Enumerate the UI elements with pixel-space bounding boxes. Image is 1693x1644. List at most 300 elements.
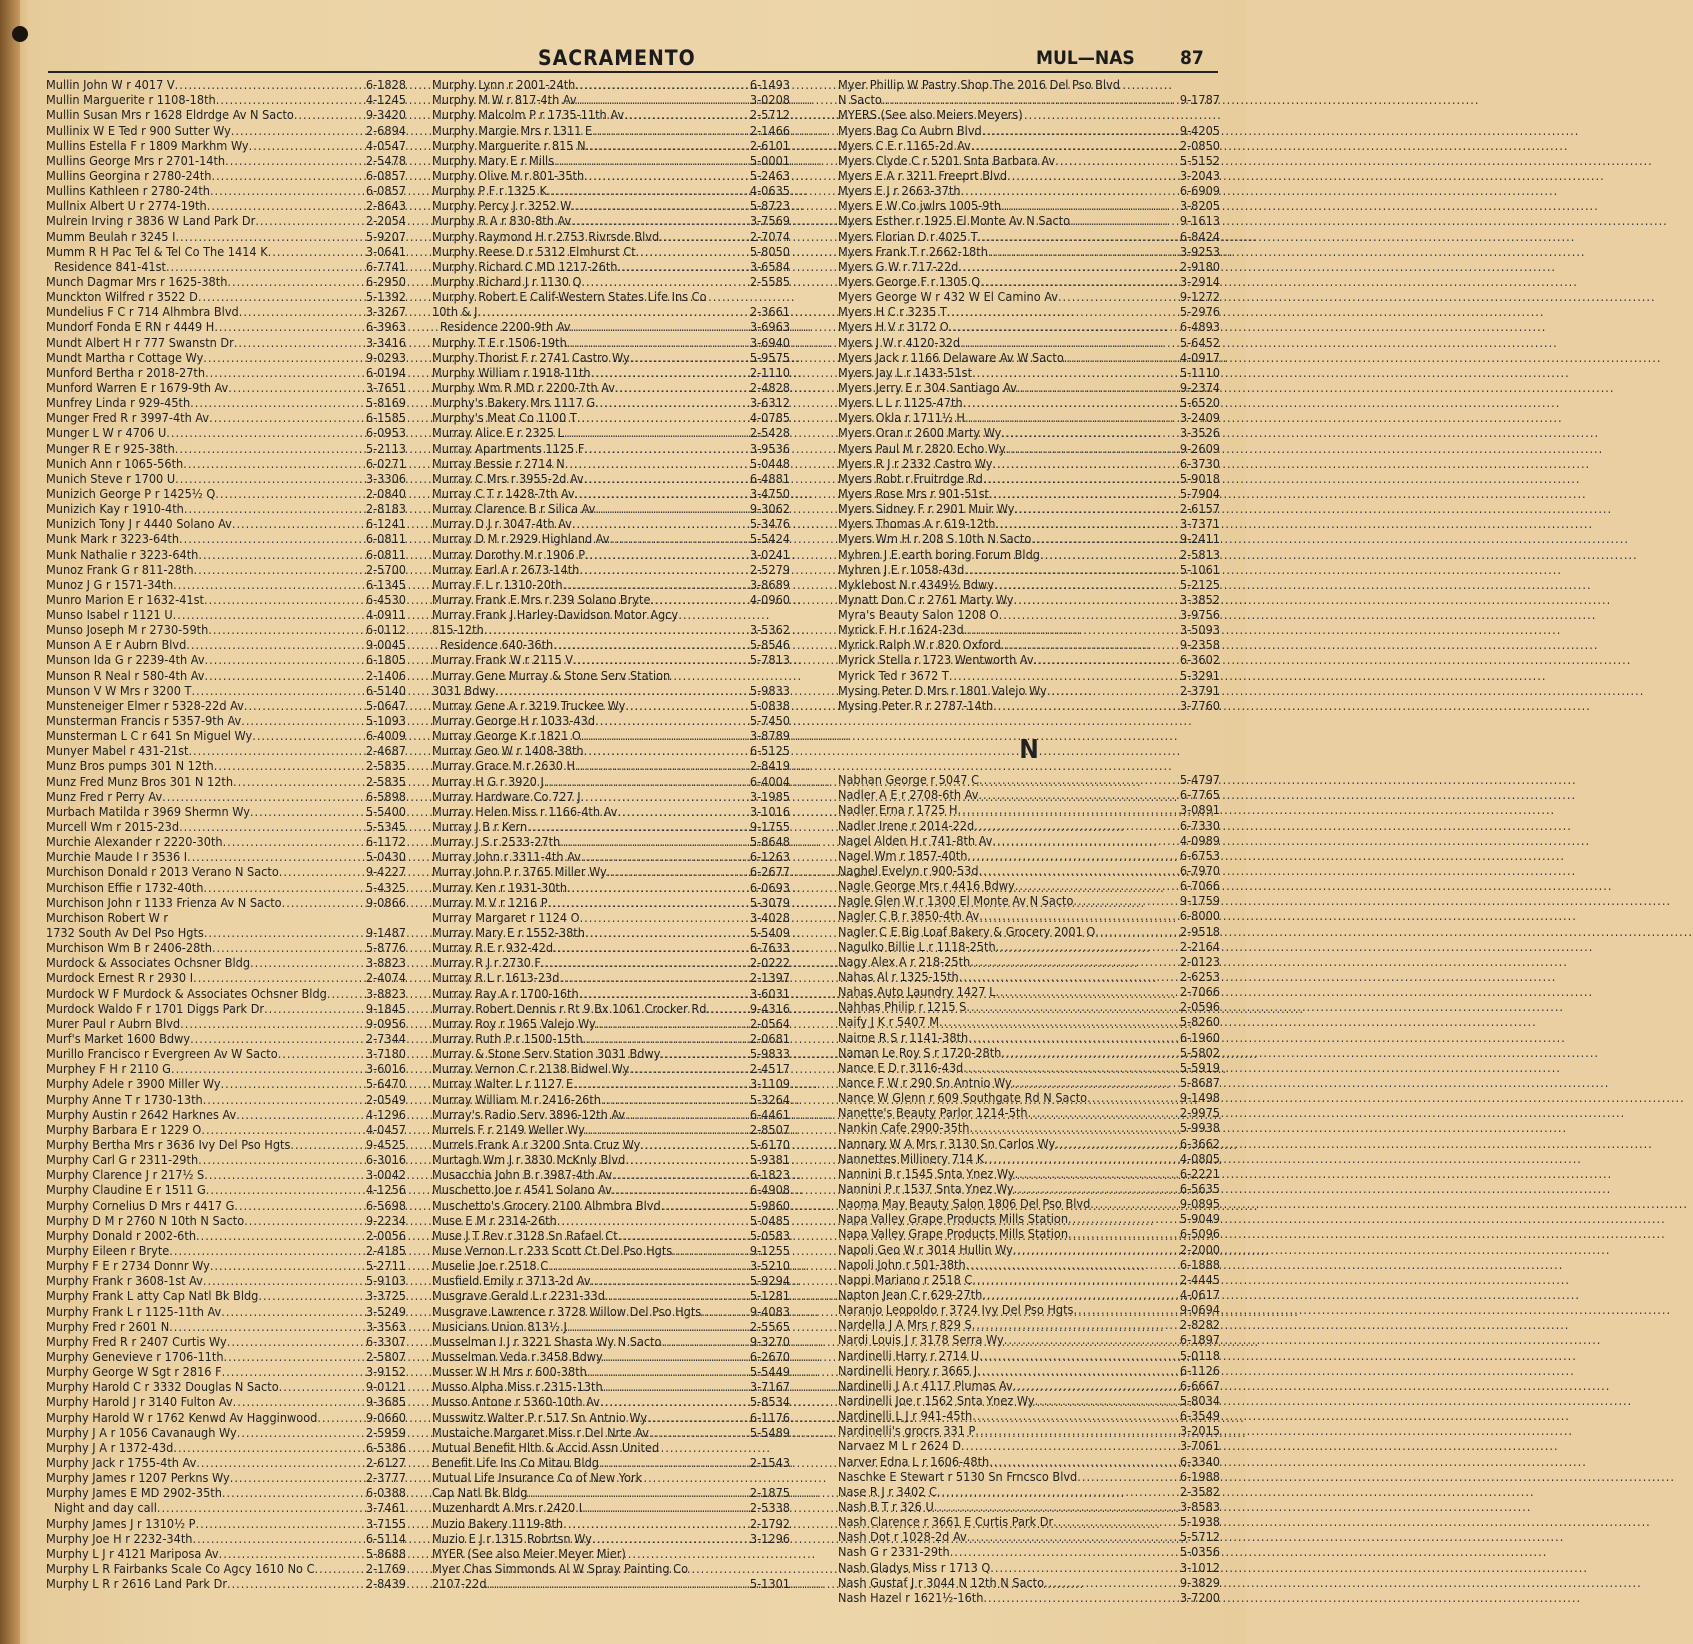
dot-leader <box>1006 441 1179 456</box>
listing-phone-number: 6-4881 <box>749 470 790 486</box>
dot-leader <box>210 183 365 198</box>
dot-leader <box>1004 1332 1179 1347</box>
listing-entry <box>46 546 406 561</box>
listing-entry <box>838 1060 1220 1075</box>
listing-name-address: Night and day call <box>54 1500 157 1516</box>
listing-name-address: Napton Jean C r 629-27th <box>838 1286 983 1302</box>
listing-phone-number: 5-0448 <box>749 455 790 471</box>
listing-name-address: Nance F W r 290 Sn Antnio Wy <box>838 1075 1012 1090</box>
dot-leader <box>974 818 1179 833</box>
listing-phone-number: 2-4687 <box>365 743 406 759</box>
listing-name-address: Muselie Joe r 2518 C <box>432 1258 549 1274</box>
dot-leader <box>618 1228 749 1243</box>
listing-name-address: Muzio E J r 1315 Robrtsn Wy <box>432 1530 592 1546</box>
listing-name-address: Musselman Veda r 3458 Bdwy <box>432 1348 603 1364</box>
listing-entry <box>46 531 406 546</box>
dot-leader <box>967 848 1179 863</box>
listing-phone-number: 2-1406 <box>365 667 406 683</box>
listing-entry <box>46 410 406 425</box>
listing-phone-number: 9-4316 <box>749 1000 790 1016</box>
dot-leader <box>994 577 1179 592</box>
listing-name-address: Munch Dagmar Mrs r 1625-38th <box>46 273 228 289</box>
listing-phone-number: 3-7155 <box>365 1515 406 1531</box>
dot-leader <box>610 531 749 546</box>
dot-leader <box>617 804 749 819</box>
section-spacer <box>838 713 1220 728</box>
listing-phone-number: 6-7970 <box>1179 863 1220 879</box>
listing-entry <box>46 1076 406 1091</box>
listing-entry <box>432 1152 790 1167</box>
listing-entry <box>838 122 1220 137</box>
dot-leader <box>999 607 1179 622</box>
listing-name-address: Muzio Bakery 1119-8th <box>432 1515 564 1531</box>
listing-phone-number: 6-3307 <box>365 1333 406 1349</box>
listing-name-address: Munsteneiger Elmer r 5328-22d Av <box>46 697 244 713</box>
dot-leader <box>563 1516 749 1531</box>
listing-name-address: Mutual Life Insurance Co of New York <box>432 1470 643 1486</box>
dot-leader <box>230 1470 365 1485</box>
listing-phone-number: 6-5096 <box>1179 1226 1220 1242</box>
listing-name-address: Munizich Kay r 1910-4th <box>46 501 184 517</box>
listing-name-address: Myers C E r 1165-2d Av <box>838 137 971 153</box>
listing-entry <box>432 985 790 1000</box>
dot-leader <box>1001 198 1179 213</box>
listing-name-address: N Sacto <box>838 92 882 108</box>
listing-entry <box>838 274 1220 289</box>
listing-name-address: Myers Clyde C r 5201 Snta Barbara Av <box>838 152 1056 168</box>
listing-name-address: Munson A E r Aubrn Blvd <box>46 637 187 653</box>
listing-phone-number: 9-4205 <box>1179 122 1220 138</box>
dot-leader <box>294 107 365 122</box>
listing-name-address: Myers Jay L r 1433-51st <box>838 364 973 380</box>
dot-leader <box>1035 1393 1179 1408</box>
dot-leader <box>600 1394 749 1409</box>
listing-name-address: Murphy J A r 1372-43d <box>46 1439 174 1455</box>
listing-entry <box>838 954 1220 969</box>
listing-name-address: Nannary W A Mrs r 3130 Sn Carlos Wy <box>838 1135 1056 1151</box>
listing-name-address: Nardi Louis J r 3178 Serra Wy <box>838 1332 1004 1348</box>
listing-phone-number: 6-1805 <box>365 652 406 668</box>
listing-phone-number: 3-9756 <box>1179 607 1220 623</box>
listing-phone-number: 2-1543 <box>749 1454 790 1470</box>
dot-leader <box>1012 1075 1179 1090</box>
listing-name-address: Munsterman Francis r 5357-9th Av <box>46 713 242 729</box>
dot-leader <box>173 577 365 592</box>
listing-phone-number: 3-3725 <box>365 1288 406 1304</box>
listing-entry <box>838 1317 1220 1332</box>
listing-entry <box>46 743 406 758</box>
listing-name-address: Nance E D r 3116-43d <box>838 1059 964 1075</box>
dot-leader <box>211 168 364 183</box>
listing-entry <box>432 410 790 425</box>
listing-name-address: 2107-22d <box>432 1576 487 1592</box>
dot-leader <box>241 713 365 728</box>
dot-leader <box>625 698 749 713</box>
listing-name-address: Murray John P r 3765 Miller Wy <box>432 864 607 880</box>
listing-phone-number: 2-1792 <box>749 1515 790 1531</box>
listing-name-address: Musser W H Mrs r 600-38th <box>432 1364 587 1380</box>
listing-phone-number: 6-7330 <box>1179 817 1220 833</box>
dot-leader <box>203 1092 365 1107</box>
dot-leader <box>1034 652 1179 667</box>
listing-name-address: Myers L L r 1125-47th <box>838 395 963 411</box>
dot-leader <box>949 668 1179 683</box>
listing-name-address: Murray Frank E Mrs r 239 Solano Bryte <box>432 591 651 607</box>
listing-phone-number: 2-3777 <box>365 1470 406 1486</box>
listing-name-address: Murray Vernon C r 2138 Bidwel Wy <box>432 1061 630 1077</box>
listing-phone-number: 5-0485 <box>749 1212 790 1228</box>
listing-entry <box>432 546 790 561</box>
listing-phone-number: 2-0840 <box>365 485 406 501</box>
listing-entry <box>46 910 406 925</box>
listing-name-address: Murray Robert Dennis r Rt 9 Bx 1061 Crocker Rd <box>432 1000 707 1016</box>
listing-entry <box>432 153 790 168</box>
listing-name-address: Murphy Fred R r 2407 Curtis Wy <box>46 1333 227 1349</box>
listing-entry <box>46 834 406 849</box>
listing-name-address: Murphy's Meat Co 1100 T <box>432 410 577 426</box>
dot-leader <box>255 213 365 228</box>
dot-leader <box>180 1016 365 1031</box>
listing-entry <box>46 1152 406 1167</box>
listing-phone-number: 3-1109 <box>749 1076 790 1092</box>
listing-name-address: Murdock W F Murdock & Associates Ochsner Bldg <box>46 985 327 1001</box>
listing-name-address: Murcell Wm r 2015-23d <box>46 819 180 835</box>
listing-name-address: Murray C T r 1428-7th Av <box>432 485 575 501</box>
listing-name-address: Nash Dot r 1028-2d Av <box>838 1529 967 1545</box>
listing-name-address: Murray J B r Kern <box>432 819 528 835</box>
listing-name-address: Nash G r 2331-29th <box>838 1544 950 1560</box>
listing-name-address: Myers Jack r 1166 Delaware Av W Sacto <box>838 349 1064 365</box>
listing-name-address: Murchie Maude I r 3536 I <box>46 849 188 865</box>
listing-name-address: Mynatt Don C r 2761 Marty Wy <box>838 591 1014 607</box>
dot-leader <box>157 1500 365 1515</box>
listing-name-address: Munson R Neal r 580-4th Av <box>46 667 205 683</box>
listing-phone-number: 4-0617 <box>1179 1286 1220 1302</box>
listing-entry <box>838 1105 1220 1120</box>
dot-leader <box>173 607 365 622</box>
listing-phone-number: 2-1769 <box>365 1560 406 1576</box>
listing-phone-number: 2-6157 <box>1179 501 1220 517</box>
dot-leader <box>979 1348 1179 1363</box>
listing-name-address: Munso Isabel r 1121 U <box>46 607 173 623</box>
listing-name-address: Munford Warren E r 1679-9th Av <box>46 379 229 395</box>
page-city-title: SACRAMENTO <box>538 46 696 70</box>
listing-phone-number: 5-3264 <box>749 1091 790 1107</box>
listing-name-address: Myers Frank T r 2662-18th <box>838 243 988 259</box>
listing-phone-number: 6-6909 <box>1179 183 1220 199</box>
listing-phone-number: 5-5489 <box>749 1424 790 1440</box>
dot-leader <box>579 986 749 1001</box>
listing-name-address: Mullin Marguerite r 1108-18th <box>46 92 216 108</box>
listing-phone-number: 6-2677 <box>749 864 790 880</box>
dot-leader <box>237 1425 365 1440</box>
dot-leader <box>581 789 749 804</box>
listing-name-address: Murbach Matilda r 3969 Shermn Wy <box>46 803 250 819</box>
dot-leader <box>1055 1136 1179 1151</box>
dot-leader <box>252 728 365 743</box>
listing-name-address: Murphy Malcolm P r 1735-11th Av <box>432 107 625 123</box>
listing-entry <box>432 698 790 713</box>
listing-entry <box>838 410 1220 425</box>
listing-name-address: Residence 841-41st <box>54 258 166 274</box>
listing-phone-number: 5-9018 <box>1179 470 1220 486</box>
listing-name-address: Murchison Donald r 2013 Verano N Sacto <box>46 864 279 880</box>
listing-entry <box>46 789 406 804</box>
listing-name-address: Mundt Albert H r 777 Swanstn Dr <box>46 334 234 350</box>
dot-leader <box>198 289 365 304</box>
listing-entry <box>432 804 790 819</box>
listing-phone-number: 3-1985 <box>749 788 790 804</box>
listing-entry <box>432 259 790 274</box>
listing-phone-number: 2-5428 <box>749 425 790 441</box>
dot-leader <box>1028 1105 1179 1120</box>
listing-entry <box>838 334 1220 349</box>
listing-name-address: Murphy Fred r 2601 N <box>46 1318 170 1334</box>
dot-leader <box>1055 153 1179 168</box>
listing-phone-number: 5-9207 <box>365 228 406 244</box>
listing-name-address: Murray Gene Murray & Stone Serv Station <box>432 667 671 683</box>
listing-phone-number: 6-5635 <box>1179 1180 1220 1196</box>
listing-name-address: Murphey F H r 2110 G <box>46 1061 171 1077</box>
listing-entry <box>46 864 406 879</box>
listing-entry <box>838 516 1220 531</box>
listing-entry <box>838 1453 1220 1468</box>
listing-entry <box>46 1243 406 1258</box>
listing-name-address: Murphy J A r 1056 Cavanaugh Wy <box>46 1424 237 1440</box>
dot-leader <box>175 77 365 92</box>
listing-entry <box>432 289 790 304</box>
dot-leader <box>584 743 749 758</box>
listing-name-address: Munich Steve r 1700 U <box>46 470 176 486</box>
listing-entry <box>46 1455 406 1470</box>
listing-name-address: Munro Marion E r 1632-41st <box>46 591 204 607</box>
dot-leader <box>175 229 364 244</box>
listing-name-address: Myer Phillip W Pastry Shop The 2016 Del Pso Blvd <box>838 77 1120 93</box>
dot-leader <box>939 1014 1179 1029</box>
dot-leader <box>204 592 365 607</box>
listing-name-address: Nagel Alden H r 741-8th Av <box>838 832 993 848</box>
listing-phone-number: 3-0241 <box>749 546 790 562</box>
listing-phone-number: 3-5362 <box>749 622 790 638</box>
listing-entry <box>432 955 790 970</box>
listing-name-address: Munizich George P r 1425½ Q <box>46 485 216 501</box>
dot-leader <box>1014 501 1178 516</box>
listing-phone-number: 5-8534 <box>749 1394 790 1410</box>
listing-name-address: Nash Clarence r 3661 E Curtis Park Dr <box>838 1514 1054 1530</box>
listing-name-address: Musgrave Lawrence r 3728 Willow Del Pso Hgts <box>432 1303 702 1319</box>
dot-leader <box>572 516 749 531</box>
listing-entry <box>432 1500 790 1515</box>
listing-phone-number: 2-1875 <box>749 1485 790 1501</box>
dot-leader <box>970 954 1179 969</box>
listing-name-address: Munford Bertha r 2018-27th <box>46 364 206 380</box>
listing-phone-number: 5-2125 <box>1179 576 1220 592</box>
listing-phone-number: 6-1897 <box>1179 1332 1220 1348</box>
listing-name-address: Musgrave Gerald L r 2231-33d <box>432 1288 605 1304</box>
listing-name-address: Murphy T E r 1506-19th <box>432 334 567 350</box>
listing-entry <box>46 1107 406 1122</box>
listing-entry <box>838 1226 1220 1241</box>
listing-phone-number: 6-1172 <box>365 834 406 850</box>
listing-name-address: Murray Earl A r 2673-14th <box>432 561 580 577</box>
listing-phone-number: 3-0208 <box>749 92 790 108</box>
listing-name-address: Nardinelli L J r 941-45th <box>838 1408 973 1424</box>
dot-leader <box>1013 1378 1179 1393</box>
listing-name-address: Murphy's Bakery Mrs 1117 G <box>432 395 596 411</box>
listing-entry <box>46 683 406 698</box>
listing-entry <box>432 773 790 788</box>
listing-phone-number: 6-3016 <box>365 1152 406 1168</box>
page-spine <box>0 0 20 1644</box>
listing-phone-number: 5-7813 <box>749 652 790 668</box>
listing-entry <box>838 1347 1220 1362</box>
listing-phone-number: 9-3420 <box>365 107 406 123</box>
dot-leader <box>592 123 749 138</box>
listing-entry <box>432 1258 790 1273</box>
listing-name-address: Munso Joseph M r 2730-59th <box>46 622 209 638</box>
listing-entry <box>838 1514 1220 1529</box>
dot-leader <box>649 1425 749 1440</box>
listing-name-address: Mundt Martha r Cottage Wy <box>46 349 204 365</box>
listing-phone-number: 2-1397 <box>749 970 790 986</box>
listing-name-address: Murray Bessie r 2714 N <box>432 455 565 471</box>
listing-name-address: Myers G W r 717-22d <box>838 258 959 274</box>
listing-name-address: Munz Bros pumps 301 N 12th <box>46 758 214 774</box>
listing-name-address: Nardinelli Harry r 2714 U <box>838 1347 980 1363</box>
dot-leader <box>630 350 749 365</box>
dot-leader <box>224 1349 365 1364</box>
listing-phone-number: 3-6031 <box>749 985 790 1001</box>
listing-phone-number: 5-8050 <box>749 243 790 259</box>
dot-leader <box>234 1198 364 1213</box>
listing-phone-number: 2-2054 <box>365 213 406 229</box>
listing-entry <box>838 863 1220 878</box>
listing-entry <box>432 198 790 213</box>
listing-phone-number: 9-1759 <box>1179 893 1220 909</box>
dot-leader <box>967 1529 1179 1544</box>
listing-name-address: Murray R L r 1613-23d <box>432 970 560 986</box>
listing-phone-number: 5-1110 <box>1179 364 1220 380</box>
dot-leader <box>1070 213 1179 228</box>
dot-leader <box>949 319 1179 334</box>
dot-leader <box>1068 1211 1179 1226</box>
listing-phone-number: 3-5249 <box>365 1303 406 1319</box>
listing-name-address: Murphy Barbara E r 1229 O <box>46 1121 202 1137</box>
listing-phone-number: 2-8439 <box>365 1576 406 1592</box>
listing-entry <box>838 683 1220 698</box>
dot-leader <box>968 1030 1179 1045</box>
listing-phone-number: 3-2015 <box>1179 1423 1220 1439</box>
listing-entry <box>838 939 1220 954</box>
listing-phone-number: 3-3267 <box>365 304 406 320</box>
listing-phone-number: 3-5210 <box>749 1258 790 1274</box>
dot-leader <box>290 1137 365 1152</box>
listing-entry <box>838 1332 1220 1347</box>
listing-subentry <box>432 637 790 652</box>
listing-entry <box>432 274 790 289</box>
listing-name-address: Narver Edna L r 1606-48th <box>838 1453 990 1469</box>
listing-entry <box>838 592 1220 607</box>
listing-entry <box>838 893 1220 908</box>
listing-name-address: Murray Geo W r 1408-38th <box>432 743 584 759</box>
dot-leader <box>965 410 1179 425</box>
dot-leader <box>223 834 365 849</box>
header-rule <box>48 71 1218 73</box>
dot-leader <box>1001 1045 1179 1060</box>
listing-entry <box>46 637 406 652</box>
listing-entry <box>838 1302 1220 1317</box>
listing-name-address: Naranjo Leopoldo r 3724 Ivy Del Pso Hgts <box>838 1302 1074 1318</box>
listing-name-address: Murphy Austin r 2642 Harknes Av <box>46 1106 237 1122</box>
listing-phone-number: 5-9103 <box>365 1273 406 1289</box>
listing-entry <box>46 940 406 955</box>
listing-phone-number: 9-0895 <box>1179 1196 1220 1212</box>
listing-phone-number: 6-3662 <box>1179 1135 1220 1151</box>
listing-entry <box>432 728 790 743</box>
listing-entry <box>46 955 406 970</box>
listing-entry <box>46 1364 406 1379</box>
listing-name-address: Murray Frank J Harley-Davidson Motor Agcy <box>432 607 679 623</box>
listing-entry <box>432 471 790 486</box>
listing-entry <box>838 289 1220 304</box>
listing-name-address: Nash Hazel r 1621½-16th <box>838 1589 984 1605</box>
listing-name-address: Murphy George W Sgt r 2816 F <box>46 1364 222 1380</box>
listing-phone-number: 9-3270 <box>749 1333 790 1349</box>
dot-leader <box>950 1544 1179 1559</box>
listing-phone-number: 5-8169 <box>365 395 406 411</box>
listing-entry <box>838 168 1220 183</box>
listing-phone-number: 4-0911 <box>365 607 406 623</box>
listing-phone-number: 4-0805 <box>1179 1150 1220 1166</box>
listing-entry <box>838 1272 1220 1287</box>
listing-entry <box>432 107 790 122</box>
dot-leader <box>203 880 364 895</box>
dot-leader <box>227 274 364 289</box>
listing-name-address: Nadler Irene r 2014-22d <box>838 817 975 833</box>
listing-entry <box>432 501 790 516</box>
listing-name-address: Muse Vernon L r 233 Scott Ct Del Pso Hgts <box>432 1242 673 1258</box>
listing-name-address: Murphy Jack r 1755-4th Av <box>46 1454 197 1470</box>
listing-phone-number: 2-4074 <box>365 970 406 986</box>
dot-leader <box>212 940 365 955</box>
listing-name-address: Mutual Benefit Hlth & Accid Assn United <box>432 1439 660 1455</box>
dot-leader <box>979 772 1179 787</box>
dot-leader <box>196 1516 365 1531</box>
dot-leader <box>624 107 749 122</box>
dot-leader <box>1001 425 1178 440</box>
listing-entry <box>46 713 406 728</box>
listing-phone-number: 9-1845 <box>365 1000 406 1016</box>
dot-leader <box>1015 878 1179 893</box>
listing-name-address: 1732 South Av Del Pso Hgts <box>46 925 204 941</box>
listing-phone-number: 3-7760 <box>1179 697 1220 713</box>
listing-name-address: Murphy P F r 1325 K <box>432 183 547 199</box>
dot-leader <box>560 834 749 849</box>
listing-entry <box>432 864 790 879</box>
listing-entry <box>838 1529 1220 1544</box>
listing-entry <box>46 1334 406 1349</box>
listing-entry <box>838 1029 1220 1044</box>
listing-phone-number: 2-5279 <box>749 561 790 577</box>
listing-phone-number: 9-2358 <box>1179 637 1220 653</box>
listing-entry <box>432 910 790 925</box>
listing-name-address: Murphy James J r 1310½ P <box>46 1515 196 1531</box>
dot-leader <box>192 1531 364 1546</box>
listing-name-address: Munyer Mabel r 431-21st <box>46 743 189 759</box>
listing-entry <box>432 77 790 92</box>
listing-phone-number: 6-5125 <box>749 743 790 759</box>
dot-leader <box>1044 1575 1179 1590</box>
